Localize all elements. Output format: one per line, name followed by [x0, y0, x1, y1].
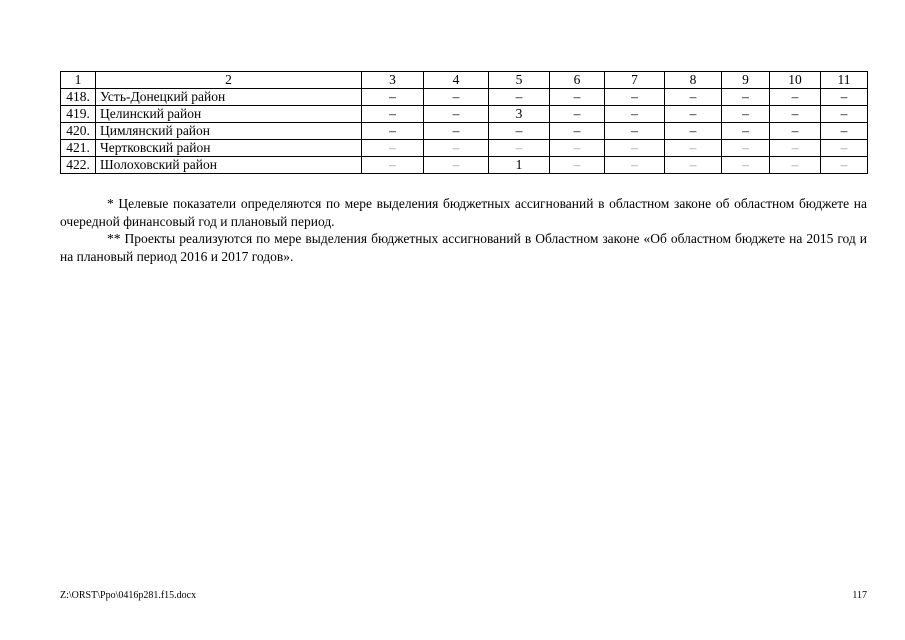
file-path: Z:\ORST\Ppo\0416p281.f15.docx — [60, 590, 197, 601]
table-cell: – — [665, 157, 722, 174]
table-row — [61, 123, 868, 140]
header-cell: 11 — [821, 72, 868, 89]
row-number: 422. — [61, 157, 96, 174]
table-cell: – — [665, 106, 722, 123]
header-cell: 5 — [489, 72, 550, 89]
table-row — [61, 106, 868, 123]
table-cell: – — [665, 123, 722, 140]
header-cell: 9 — [722, 72, 770, 89]
header-cell: 2 — [96, 72, 362, 89]
table-cell: – — [424, 157, 489, 174]
table-cell: – — [489, 89, 550, 106]
header-cell: 1 — [61, 72, 96, 89]
table-row — [61, 157, 868, 174]
header-cell: 7 — [605, 72, 665, 89]
table-cell: – — [821, 89, 868, 106]
table-cell: – — [821, 123, 868, 140]
table-cell: – — [605, 106, 665, 123]
district-name: Целинский район — [96, 106, 362, 123]
district-name: Усть-Донецкий район — [96, 89, 362, 106]
row-number: 421. — [61, 140, 96, 157]
table-cell: 1 — [489, 157, 550, 174]
table-cell: – — [605, 140, 665, 157]
table-cell: – — [362, 140, 424, 157]
table-cell: – — [665, 140, 722, 157]
table-cell: – — [550, 123, 605, 140]
table-cell: – — [770, 123, 821, 140]
table-cell: – — [665, 89, 722, 106]
header-cell: 3 — [362, 72, 424, 89]
district-name: Шолоховский район — [96, 157, 362, 174]
header-cell: 8 — [665, 72, 722, 89]
table-cell: – — [722, 89, 770, 106]
table-cell: – — [722, 106, 770, 123]
footnotes — [60, 195, 867, 265]
table-row — [61, 89, 868, 106]
table-cell: – — [821, 106, 868, 123]
table-cell: – — [424, 89, 489, 106]
table-cell: – — [489, 140, 550, 157]
row-number: 418. — [61, 89, 96, 106]
district-name: Цимлянский район — [96, 123, 362, 140]
footnote-2: ** Проекты реализуются по мере выделения бюджетных ассигнований в Областном законе «Об областном бюджете на 2015 год и на плановый период 2016 и 2017 годов». — [60, 231, 867, 264]
table-cell: – — [605, 89, 665, 106]
page-number: 117 — [852, 590, 867, 601]
table-cell: – — [424, 140, 489, 157]
table-row — [61, 140, 868, 157]
table-cell: – — [722, 157, 770, 174]
table-header-row — [61, 72, 868, 89]
table-cell: – — [550, 89, 605, 106]
row-number: 420. — [61, 123, 96, 140]
table-cell: – — [362, 157, 424, 174]
table-cell: – — [821, 157, 868, 174]
header-cell: 4 — [424, 72, 489, 89]
table-cell: – — [550, 106, 605, 123]
table-cell: – — [770, 140, 821, 157]
table-cell: – — [821, 140, 868, 157]
header-cell: 10 — [770, 72, 821, 89]
table-cell: – — [362, 89, 424, 106]
footnote-1: * Целевые показатели определяются по мере выделения бюджетных ассигнований в областном законе об областном бюджете на очередной финансовый год и плановый период. — [60, 196, 867, 229]
table-cell: – — [770, 106, 821, 123]
data-table — [60, 71, 868, 174]
table-cell: – — [362, 123, 424, 140]
table-cell: – — [605, 123, 665, 140]
table-cell: – — [722, 123, 770, 140]
row-number: 419. — [61, 106, 96, 123]
table-cell: – — [722, 140, 770, 157]
table-cell: 3 — [489, 106, 550, 123]
table-cell: – — [362, 106, 424, 123]
table-cell: – — [550, 140, 605, 157]
table-cell: – — [605, 157, 665, 174]
district-name: Чертковский район — [96, 140, 362, 157]
table-cell: – — [770, 89, 821, 106]
table-cell: – — [770, 157, 821, 174]
table-cell: – — [550, 157, 605, 174]
table-cell: – — [424, 106, 489, 123]
table-cell: – — [489, 123, 550, 140]
header-cell: 6 — [550, 72, 605, 89]
table-cell: – — [424, 123, 489, 140]
